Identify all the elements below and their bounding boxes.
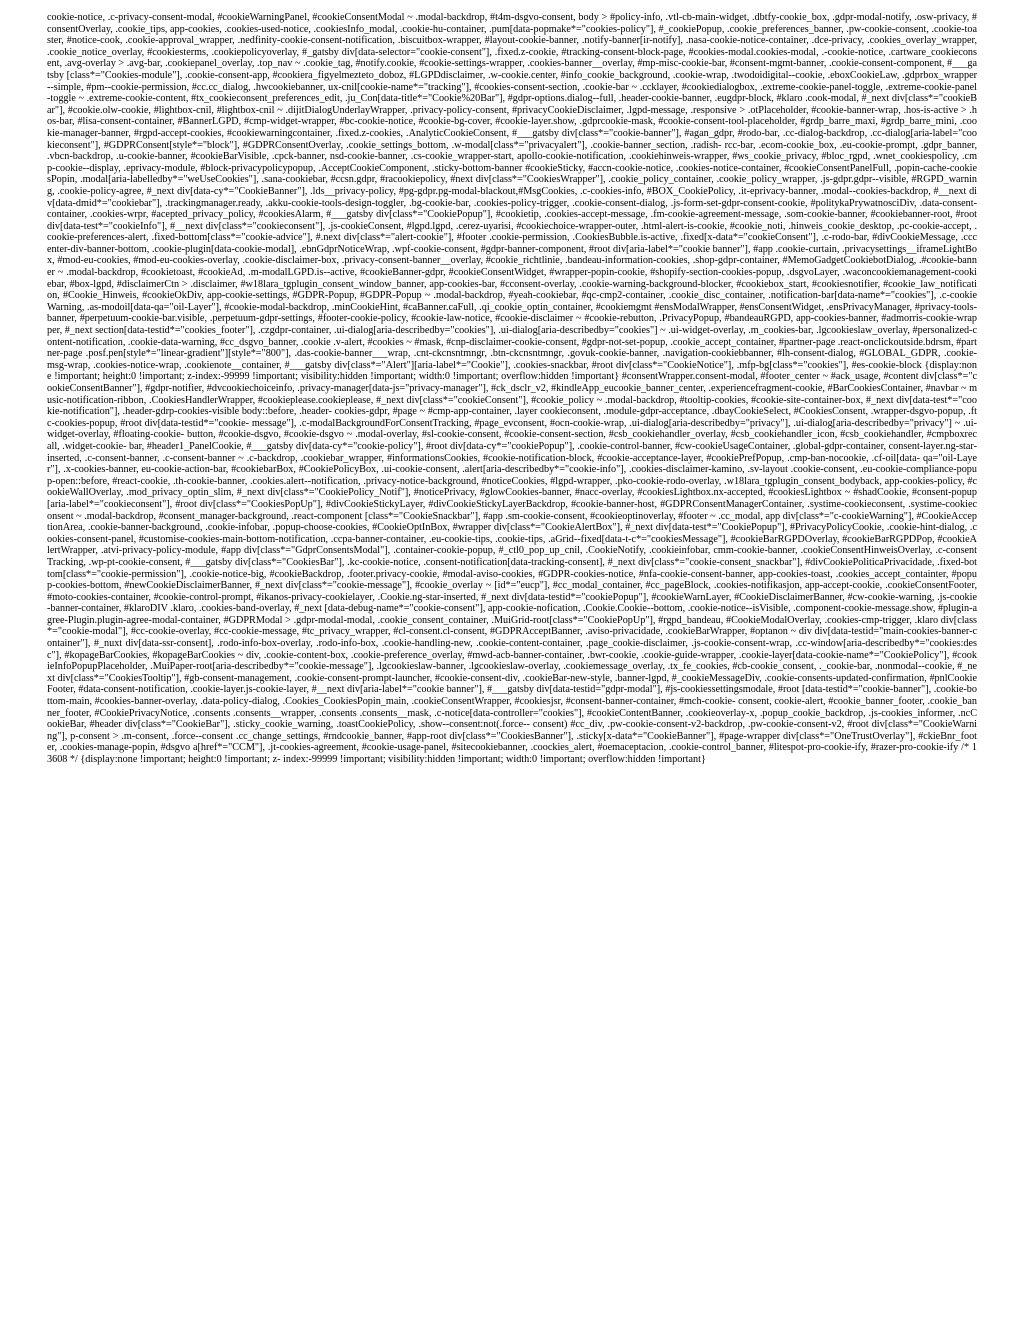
css-rule-text: cookie-notice, .c-privacy-consent-modal, #cookieWarningPanel, #cookieConsentModal ~ .modal-backdrop, #t4m-dsgvo-consent, body > #policy-info, .vtl-cb-main-widget, .dbtfy-cookie_box, .gdpr-modal-notify, .osw-privacy, #consentOverlay, .cookie_tips, app-cookies, .cookies-used-notice, .cookiesInfo_modal, .cookie-hu-container, .pum[data-popmake*="cookies-policy"], #_cookiePopup, .cookie_preferences_banner, .pw-cookie-consent, .cookie-toaster, #notice-cook, .cookie-approval_wrapper, .nedfinity-cookie-consent-notification, .biscuitbox-wrapper, #layout-cookie-banner, .notify-banner[ir-notify], .nasa-cookie-notice-container, .dce-privacy, .cookies_overlay_wrapper, .cookie_notice_overlay, #cookiesterms, .cookiepolicyoverlay, #_gatsby div[data-selector="cookie-consent"], .fixed.z-cookie, #tracking-consent-block-page, #cookies-modal.cookies-modal, .-cookie-notice, .cartware_cookieconsent, .avg-overlay > .avg-bar, .cookiepanel_overlay, .top_nav ~ .cookie_tag, #notify.cookie, #cookie-settings-wrapper, .cookies-banner__overlay, #mp-misc-cookie-bar, #consent-mgmt-banner, .cookie-consent-component, #___gatsby [class*="Cookies-module"], .cookie-consent-app, #cookiera_figyelmezteto_doboz, #LGPDdisclaimer, .w-cookie.center, #info_cookie_background, .cookie-wrap, .twodoidigital--cookie, .eboxCookieLaw, .gdprbox_wrapper--simple, #pm--cookie-permission, #cc.cc_dialog, .hwcookiebanner, ux-cnil[cookie-name*="tracking"], #cookies-consent-section, .cookie-bar ~ .ccklayer, #cookiedialogbox, .extreme-cookie-panel-toggle, .extreme-cookie-panel-toggle ~ .extreme-cookie-content, #tx_cookieconsent_preferences_edit, .ju_Con[data-title*="Cookie%20Bar"], #gdpr-options.dialog--full, .header-cookie-banner, .eugdpr-block, #klaro .cook-modal, #_next div[class*="cookieBar"], #cookie.olw-cookie, #lightbox-cnil, #lightbox-cnil ~ .dijitDialogUnderlayWrapper, .privacy-policy-consent, #privacyCookieDisclaimer, .lgpd-message, .responsive > .otPlaceholder, #cookie-banner-wrap, .hos-is-active > .hos-bar, #lisa-consent-container, #BannerLGPD, #cmp-widget-wrapper, #bc-cookie-notice, #cookie-bg-cover, #cookie-layer.show, .gdprcookie-mask, #cookie-consent-tool-placeholder, #grdp_barre_maxi, #grdp_barre_mini, .cookie-manager-banner, #rgpd-accept-cookies, #cookiewarningcontainer, .fixed.z-cookies, .AnalyticCookieConsent, #___gatsby div[class*="cookie-banner"], #agan_gdpr, #rodo-bar, .cc-dialog-backdrop, .cc-dialog[aria-label="cookieconsent"], #GDPRConsent[style*="block"], #GDPRConsentOverlay, .cookie_settings_bottom, .w-modal[class*="privacyalert"], .cookie-banner_section, .radish- rcc-bar, .ecom-cookie_box, .eu-cookie-prompt, .gdpr_banner, .vbcn-backdrop, .u-cookie-banner, #cookieBarVisible, .cpck-banner, nsd-cookie-banner, .cs-cookie_wrapper-start, apollo-cookie-notification, .cookiehinweis-wrapper, #ws_cookie_privacy, #bloc_rgpd, .wnet_cookiespolicy, .cmp-cookie--display, .eprivacy-module, #block-privacypolicypopup, .AcceptCookieComponent, .sticky-bottom-banner #cookieSticky, #accn-cookie-notice, .cookies-notice-container, #cookieConsentPanelFull, .popin-cache-cookiesPopin, .modal[aria-labelledby*="weUseCookies"], .sana-cookiebar, #ccsn.gdpr, #racookiepolicy, #next div[class*="CookiesWrapper"], .cookie_policy_container, .cookie_policy_wrapper, .js-gdpr.gdpr--visible, #RGPD_warning, .cookie-policy-agree, #_next div[data-cy*="CookieBanner"], .lds__privacy-policy, #pg-gdpr.pg-modal-blackout,#MsgCookies, .c-cookies-info, #BOX_CookiePolicy, .it-eprivacy-banner, .modal--cookies-backdrop, #__next div[data-dmid*="cookiebar"], .trackingmanager.ready, .akku-cookie-tools-design-toggler, .bg-cookie-bar, .cookies-policy-trigger, .cookie-consent-dialog, .js-form-set-gdpr-consent-cookie, #politykaPrywatnosciDiv, .data-consent-container, .cookies-wrpr, #acepted_privacy_policy, #cookiesAlarm, #___gatsby div[class*="CookiePopup"], #cookietip, .cookies-accept-message, .fm-cookie-agreement-message, .som-cookie-banner, #cookiebanner-root, #root div[data-test*="cookieInfo"], #__next div[class*="cookieconsent"], .js-cookieConsent, #lgpd.lgpd, .cerez-uyarisi, #cookiechoice-wrapper-outer, .html-alert-is-cookie, #cookie_noti, .hinweis_cookie_desktop, .pc-cookie-accept, .cookie-preferences-alert, .fixed-bottom[class*="cookie-advice"], #.next div[class*="alert-cookie"], #footer .cookie-permission, .CookiesBubble.is-active, .fixed[x-data*="cookieConsent"], .c-rodo-bar, #divCookieMessage, .cccenter-div-banner-bottom, .cookie-plugin[data-cookie-modal], .ebnGdprNoticeWrap, .wpf-cookie-consent, #gdpr-banner-component, #root div[aria-label*="cookie banner"], #app .cookie-curtain, .privacysettings__iframeLightBox, #mod-eu-cookies, #mod-eu-cookies-overlay, .cookie-disclaimer-box, .privacy-consent-banner__overlay, #cookie_richtlinie, .bandeau-information-cookies, .shop-gdpr-container, #MemoGadgetCookiebotDialog, .#cookie-banner ~ .modal-backdrop, #cookietoast, #cookieAd, .m-modalLGPD.is--active, #cookieBanner-gdpr, #cookieConsentWidget, #wrapper-popin-cookie, #shopify-section-cookies-popup, .dsgvoLayer, .waconcookiemanagement-cookiebar, #box-lgpd, #disclaimerCtn > .disclaimer, #w18lara_tgplugin_consent_window_banner, app-cookies-bar, #cconsent-overlay, .cookie-warning-background-blocker, #cookiebox_start, #cookiesnotifier, #cookie_law_notification, #Cookie_Hinweis, #cookieOkDiv, app-cookie-settings, #GDPR-Popup, #GDPR-Popup ~ .modal-backdrop, #yeah-cookiebar, #qc-cmp2-container, .cookie_disc_container, .notification-bar[data-name*="cookies"], .c-cookieWarning, .as-modoil[data-qa="oil-Layer"], #cookie-modal-backdrop, .minCookieHint, #caBanner.caFull, .qi_cookie_optin_container, #cookiemgmt #ensModalWrapper, #ensConsentWidget, .ensPrivacyManager, #privacy-tools-banner, #perpetuum-cookie-bar.visible, .perpetuum-gdpr-settings, #footer-cookie-policy, #cookie-law-notice, #cookie-disclaimer ~ #cookie-rebutton, .PrivacyPopup, #bandeauRGPD, app-cookies-banner, #admorris-cookie-wrapper, #_next section[data-testid*="cookies_footer"], .czgdpr-container, .ui-dialog[aria-describedby="cookies"], .ui-dialog[aria-describedby="cookies"] ~ .ui-widget-overlay, .m_cookies-bar, .lgcookieslaw_overlay, #personalized-content-notification, .cookie-data-warning, #cc_dsgvo_banner, .cookie .v-alert, #cookies ~ #mask, #cnp-disclaimer-cookie-consent, #gdpr-not-set-popup, .cookie_accept_container, #partner-page .react-onclickoutside.bdrsm, #partner-page .posf.pen[style*="linear-gradient"][style*="800"], .das-cookie-banner___wrap, .cnt-ckcnsntmngr, .btn-ckcnsntmngr, .govuk-cookie-banner, .navigation-cookiebbanner, #lh-consent-dialog, #GLOBAL_GDPR, .cookie-msg-wrap, .cookies-notice-wrap, .cookienote__container, #___gatsby div[class*="Alert"][aria-label*="Cookie"], .cookies-snackbar, #root div[class*="CookieNotice"], .mfp-bg[class*="cookies"], #es-cookie-block {display:none !important; height:0 !important; z-index:-99999 !important; visibility:hidden !important; width:0 !important; overflow:hidden !important} #consentWrapper.consent-modal, #footer_center ~ #ack_usage, #content div[class*="cookieConsentBanner"], #gdpr-notifier, #dvcookiechoiceinfo, .privacy-manager[data-js="privacy-manager"], #ck_dsclr_v2, #kindleApp_eucookie_banner_center, .experiencefragment-cookie, #BarCookiesContainer, #navbar ~ music-notification-ribbon, .CookiesHandlerWrapper, #cookieplease.cookieplease, #_next div[class*="cookieConsent"], #cookie_policy ~ .modal-backdrop, #tooltip-cookies, #cookie-site-container-box, #_next div[data-test*="cookie-notification"], .header-gdrp-cookies-visible body::before, .header- cookies-gdpr, #page ~ #cmp-app-container, .layer cookieconsent, .module-gdpr-acceptance, .dbayCookieSelect, #CookiesConsent, .wrapper-dsgvo-popup, .ftc-cookies-popup, #root div[data-testid*="cookie- message"], .c-modalBackgroundForConsentTracking, #page_evconsent, #ocn-cookie-wrap, .ui-dialog[aria-describedby="privacy"], .ui-dialog[aria-describedby="privacy"] ~ .ui-widget-overlay, #floating-cookie- button, #cookie-dsgvo, #cookie-dsgvo ~ .modal-overlay, #sl-cookie-consent, #cookie-consent-section, #csb_cookiehandler_overlay, #csb_cookiehandler_icon, #csb_cookiehandler, #cmpboxrecall, .widget-cookie- bar, #header1_PanelCookie, #___gatsby div[data-cy*="cookie-policy"], #root div[data-cy*="cookiePopup"], .cookie-control-banner, #cw-cookieUsageContainer, .global-gdpr-container, consent-layer.ng-star- inserted, .c-consent-banner, .c-consent-banner ~ .c-backdrop, .cookiebar_wrapper, #informationsCookies, #cookie-notification-block, #cookie-acceptance-layer, #cookiePrefPopup, .cmp-ban-nocookie, .cf-oil[data- qa="oil-Layer"], .x-cookies-banner, eu-cookie-action-bar, #cookiebarBox, #CookiePolicyBox, .ui-cookie-consent, .alert[aria-describedby*="cookie-info"], .cookies-disclaimer-kamino, .sv-layout .cookie-consent, .eu-cookie-compliance-popup-open::before, #react-cookie, .th-cookie-banner, .cookies.alert--notification, .privacy-notice-background, #noticeCookies, #lgpd-wrapper, .pko-cookie-rodo-overlay, .w18lara_tgplugin_consent_bodyback, app-cookies-policy, #cookieWallOverlay, .mod_privacy_optin_slim, #_next div[class*="CookiePolicy_Notif"], #noticePrivacy, #glowCookies-banner, #nacc-overlay, #cookiesLightbox.nx-accepted, #cookiesLightbox ~ #shadCookie, #consent-popup[aria-label*="cookieconsent"], #root div[class*="CookiesPopUp"], #divCookieStickyLayer, #divCookieStickyLayerBackdrop, #cookie-banner-host, #GDPRConsentManagerContainer, .systime-cookieconsent, .systime-cookieconsent ~ .modal-backdrop, #consent_manager-background, .react-component [class*="CookieSnackbar"], #app .sm-cookie-consent, #cookieoptinoverlay, #footer ~ .cc_modal, app div[class*="c-cookieWarning"], #CookieAcceptionArea, .cookie-banner-background, .cookie-infobar, .popup-choose-cookies, #CookieOptInBox, #wrapper div[class*="CookieAlertBox"], #_next div[data-test*="CookiePopup"], #PrivacyPolicyCookie, .cookie-hint-dialog, .cookies-consent-panel, #customise-cookies-main-bottom-notification, .ccpa-banner-container, .eu-cookie-tips, .cookie-tips, .aGrid--fixed[data-t-c*="cookiesMessage"], #cookieBarRGPDOverlay, #cookieBarRGPDPop, #cookieAlertWrapper, .atvi-privacy-policy-module, #app div[class*="GdprConsentsModal"], .container-cookie-popup, #_ctl0_pop_up_cnil, .CookieNotify, .cookieinfobar, cmm-cookie-banner, .cookieConsentHinweisOverlay, .c-consentTracking, .wp-pt-cookie-consent, #___gatsby div[class*="CookiesBar"], .kc-cookie-notice, .consent-notification[data-tracking-consent], #_next div[class*="cookie-consent_snackbar"], #divCookiePoliticaPrivacidade, .fixed-bottom[class*="cookie-permission"], .cookie-notice-big, #cookieBackdrop, .footer.privacy-cookie, #modal-aviso-cookies, #GDPR-cookies-notice, #nfa-cookie-consent-banner, app-cookies-toast, .cookies_accept_containter, #popup-cookies-bottom, #newCookieDisclaimerBanner, #_next div[class*="cookie-message"], #cookie_overlay ~ [id*="eucp"], #cc_modal_container, #cc_pageBlock, .cookies-notifikasjon, app-accept-cookie, .cookieConsentFooter, #moto-cookies-container, #cookie-control-prompt, #ikanos-privacy-cookielayer, .Cookie.ng-star-inserted, #_next div[data-testid*="cookiePopup"], #cookieWarnLayer, #CookieDisclaimerBanner, #cw-cookie-warning, .js-cookie-banner-container, #klaroDIV .klaro, .cookies-band-overlay, #_next [data-debug-name*="cookie-consent"], app-cookie-nofication, .Cookie.Cookie--bottom, .cookie-notice--isVisible, .component-cookie-message.show, #plugin-agree-Plugin.plugin-agree-modal-container, #GDPRModal > .gdpr-modal-modal, .cookie_consent_container, .MuiGrid-root[class*="CookiePopUp"], #rgpd_bandeau, #CookieModalOverlay, .cookies-cmp-trigger, .klaro div[class*="cookie-modal"], #cc-cookie-overlay, #cc-cookie-message, #tc_privacy_wrapper, #cl-consent.cl-consent, #GDPRAcceptBanner, .aviso-privacidade, .cookieBarWrapper, #optanon ~ div div[data-testid="main-cookies-banner-container"], #_nuxt div[data-ssr-consent], .rodo-info-box-overlay, .rodo-info-box, .cookie-handling-new, .cookie-content-container, .page_cookie-disclaimer, .js-cookie-consent-wrap, .cc-window[aria-describedby*="cookies:desc"], #kopageBarCookies, #kopageBarCookies ~ div, .cookie-content-box, .cookie-preference_overlay, #mwd-acb-banner-container, .bwr-cookie, .cookie-guide-wrapper, .cookie-layer[data-cookie-name*="CookiePolicy"], #cookieInfoPopupPlaceholder, .MuiPaper-root[aria-describedby*="cookie-message"], .lgcookieslaw-banner, .lgcookieslaw-overlay, .cookiemessage_overlay, .tx_fe_cookies, #cb-cookie_consent, ._cookie-bar, .nonmodal--cookie, #_next div[class*="CookiesTooltip"], #gb-consent-management, .cookie-consent-prompt-launcher, #cookie-consent-div, .cookieBar-new-style, .banner-lgpd, #_cookieMessageDiv, .cookie-consents-updated-confirmation, #pnlCookieFooter, #data-consent-notification, .cookie-layer.js-cookie-layer, #__next div[aria-label*="cookie banner"], #___gatsby div[data-testid="gdpr-modal"], #js-cookiessettingsmodale, #root [data-testid*="cookie-banner"], .cookie-bottom-main, #cookies-banner-overlay, .data-policy-dialog, .Cookies_CookiesPopin_main, .cookieConsentWrapper, #cookiesjsr, #consent-banner-container, #mch-cookie- consent, cookie-alert, #cookie_banner_footer, .cookie_banner_footer, #CookiePrivacyNotice, .consents .consents__wrapper, .consents .consents__mask, .c-notice[data-controller="cookies"], #cookieContentBanner, .cookieoverlay-x, .popup_cookie_backdrop, .js-cookies_informer, .ncCookieBar, #header div[class*="CookieBar"], .sticky_cookie_warning, .toastCookiePolicy, .show--consent:not(.force-- consent) #cc_div, .pw-cookie-consent-v2-backdrop, .pw-cookie-consent-v2, #root div[class*="CookieWarning"], p-consent > .m-consent, .force--consent .cc_change_settings, #rndcookie_banner, #app-root div[class*="CookiesBanner"], .sticky[x-data*="CookieBanner"], #page-wrapper div[class*="OneTrustOverlay"], #ckieBnr_footer, .cookies-manage-popin, #dsgvo a[href*="CCM"], .jt-cookies-agreement, #cookie-usage-panel, #sitecookiebanner, .coockies_alert, #oemaceptacion, .cookie-control_banner, #litespot-pro-cookie-ify, #razer-pro-cookie-ify /* 13608 */ {display:none !important; height:0 !important; z- index:-99999 !important; visibility:hidden !important; width:0 !important; overflow:hidden !important} bbox=[47, 12, 977, 765]
